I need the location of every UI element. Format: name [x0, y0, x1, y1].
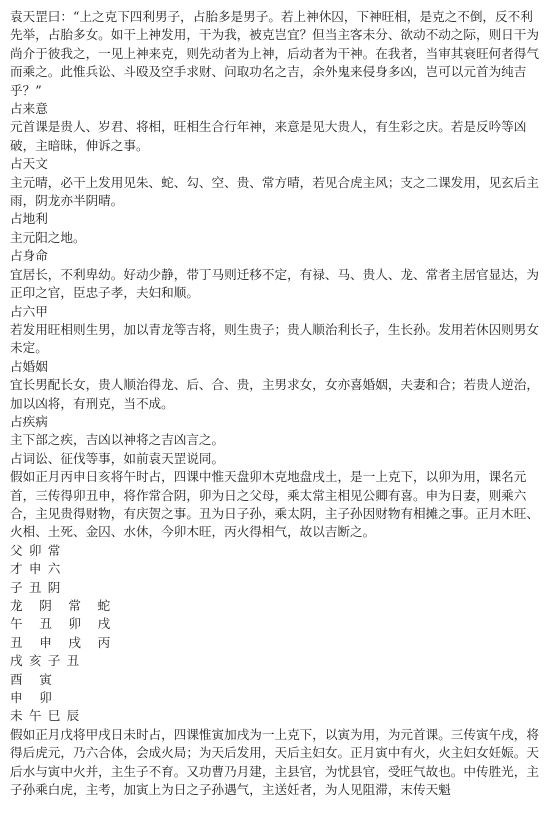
chart-line-wu-chou-mao-xu: 午 丑 卯 戌: [10, 616, 117, 632]
para-liu-jia: 若发用旺相则生男，加以青龙等吉将，则生贵子；贵人顺治利长子，生长孙。发用若休囚则男女未定。: [10, 321, 539, 356]
heading-zhan-ji-bing: 占疾病: [10, 413, 48, 429]
chart-line-wei-wu-si-chen: 未午巳辰: [10, 708, 86, 724]
heading-zhan-liu-jia: 占六甲: [10, 303, 48, 319]
para-shen-ming: 宜居长，不利卑幼。好动少静，带丁马则迁移不定，有禄、马、贵人、龙、常者主居官显达，为正印之官，臣忠子孝，夫妇和顺。: [10, 266, 539, 301]
para-yuan-tian-gang-quote: 袁天罡曰：“上之克下四利男子，占胎多是男子。若上神休囚，下神旺相，是克之不倒，反不利先举，占胎多女。如干上神发用，干为我，被克岂宜？但当主客未分、欲动不动之际，则日干为尚介于彼我之，一见上神来克，则先动者为上神，后动者为干神。在我者，当审其衰旺何者得气而乘之。此惟兵讼、斗殴及空手求财、问取功名之吉，余外鬼来侵身多凶，岂可以元首为纯吉乎？”: [10, 9, 539, 98]
page-bottom-edge: [0, 815, 554, 825]
chart-line-chou-shen-xu-bing: 丑 申 戌 丙: [10, 634, 117, 650]
para-hun-yin: 宜长男配长女，贵人顺治得龙、后、合、贵，主男求女，女亦喜婚姻，夫妻和合；若贵人逆治，加以凶将，有刑克，当不成。: [10, 377, 539, 411]
chart-line-xu-hai-zi-chou: 戌亥子丑: [10, 653, 86, 669]
heading-zhan-hun-yin: 占婚姻: [10, 358, 48, 374]
para-di-li: 主元阳之地。: [10, 229, 86, 245]
heading-zhan-shen-ming: 占身命: [10, 248, 48, 264]
para-ci-song: 占词讼、征伐等事，如前袁天罡说同。: [10, 450, 225, 466]
heading-zhan-tian-wen: 占天文: [10, 156, 48, 172]
chart-line-fu-mao-chang: 父卯常: [10, 542, 67, 558]
para-ji-bing: 主下部之疾，吉凶以神将之吉凶言之。: [10, 432, 225, 448]
chart-line-shen-mao: 申 卯: [10, 690, 59, 706]
chart-line-zi-chou-yin: 子丑阴: [10, 579, 67, 595]
para-lai-yi: 元首课是贵人、岁君、将相，旺相生合行年神，来意是见大贵人，有生彩之庆。若是反吟等凶破，主暗昧，伸诉之事。: [10, 119, 527, 153]
chart-line-cai-shen-liu: 才申六: [10, 561, 67, 577]
para-tian-wen: 主元晴，必干上发用见朱、蛇、勾、空、贵、常方晴，若见合虎主风；支之二课发用，见玄后主雨，阴龙亦半阴晴。: [10, 174, 539, 209]
para-example-two: 假如正月戊将甲戌日未时占，四课惟寅加戌为一上克下，以寅为用，为元首课。三传寅午戌，将得后虎元，乃六合体，会成火局；为天后发用，天后主妇女。正月寅中有火，火主妇女妊娠。天后水与寅中火并，主生子不育。又功曹乃月建，主县官，为忧县官，受旺气故也。中传胜光，主子孙乘白虎，主考，加寅上为日之子孙遇气，主送妊者，为人见阻滞，末传天魁: [10, 726, 539, 798]
chart-line-you-yin: 酉 寅: [10, 671, 59, 687]
para-example-one: 假如正月丙申日亥将午时占，四课中惟天盘卯木克地盘戌土，是一上克下，以卯为用，课名元首，三传得卯丑申，将作常合阴，卯为日之父母，乘太常主相见公卿有喜。申为日妻，则乘六合，主见贵得财物，有庆贺之事。丑为日子孙，乘太阴，主子孙因财物有相摊之事。正月木旺、火相、土死、金囚、水休，今卯木旺，丙火得相气，故以吉断之。: [10, 469, 539, 540]
heading-zhan-lai-yi: 占来意: [10, 101, 48, 117]
heading-zhan-di-li: 占地利: [10, 211, 48, 227]
chart-line-long-yin-chang-she: 龙 阴 常 蛇: [10, 598, 117, 613]
